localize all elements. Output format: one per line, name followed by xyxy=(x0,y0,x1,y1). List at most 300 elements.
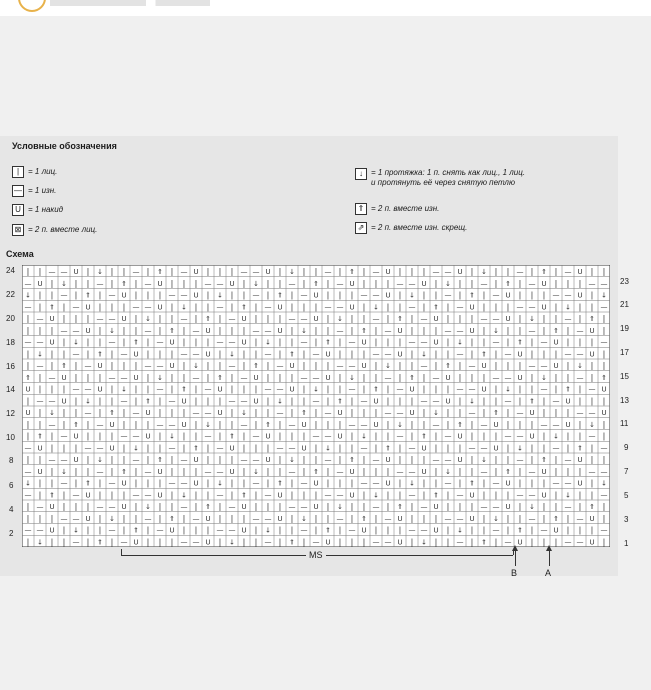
stitch-symbol: — xyxy=(60,479,68,488)
stitch-symbol: ⇑ xyxy=(97,538,103,547)
row-label: 10 xyxy=(6,433,15,442)
stitch-symbol: — xyxy=(24,444,32,453)
stitch-symbol: | xyxy=(182,325,186,335)
stitch-symbol: | xyxy=(482,302,486,312)
stitch-symbol: U xyxy=(229,279,235,288)
stitch-symbol: — xyxy=(504,397,512,406)
stitch-symbol: ↓ xyxy=(457,526,463,535)
stitch-symbol: ⇑ xyxy=(565,385,571,394)
row-label: 24 xyxy=(6,266,15,275)
stitch-symbol: | xyxy=(254,443,258,453)
stitch-symbol: — xyxy=(312,350,320,359)
stitch-symbol: | xyxy=(110,490,114,500)
stitch-symbol: | xyxy=(326,396,330,406)
stitch-symbol: — xyxy=(432,456,440,465)
stitch-symbol: — xyxy=(552,420,560,429)
stitch-symbol: | xyxy=(74,290,78,300)
stitch-symbol: — xyxy=(576,326,584,335)
stitch-symbol: | xyxy=(254,408,258,418)
stitch-symbol: ⇑ xyxy=(517,526,523,535)
stitch-symbol: | xyxy=(146,337,150,347)
stitch-symbol: | xyxy=(74,466,78,476)
stitch-symbol: | xyxy=(194,314,198,324)
stitch-symbol: | xyxy=(170,537,174,547)
stitch-symbol: U xyxy=(313,503,319,512)
stitch-symbol: | xyxy=(98,408,102,418)
stitch-symbol: U xyxy=(517,350,523,359)
stitch-symbol: U xyxy=(289,385,295,394)
stitch-symbol: | xyxy=(530,455,534,465)
stitch-symbol: U xyxy=(505,291,511,300)
stitch-symbol: ⇑ xyxy=(133,338,139,347)
stitch-symbol: | xyxy=(86,537,90,547)
stitch-symbol: U xyxy=(505,315,511,324)
stitch-symbol: | xyxy=(410,419,414,429)
stitch-symbol: | xyxy=(26,455,30,465)
stitch-symbol: | xyxy=(206,478,210,488)
stitch-symbol: ⇑ xyxy=(505,467,511,476)
stitch-symbol: U xyxy=(277,326,283,335)
stitch-symbol: — xyxy=(192,350,200,359)
stitch-symbol: | xyxy=(530,290,534,300)
stitch-symbol: — xyxy=(516,303,524,312)
stitch-symbol: — xyxy=(348,385,356,394)
stitch-symbol: | xyxy=(602,537,606,547)
stitch-symbol: | xyxy=(158,513,162,523)
stitch-symbol: | xyxy=(62,314,66,324)
stitch-symbol: | xyxy=(242,278,246,288)
stitch-symbol: ⇑ xyxy=(349,268,355,277)
stitch-symbol: U xyxy=(133,373,139,382)
stitch-symbol: ⇑ xyxy=(229,432,235,441)
stitch-symbol: | xyxy=(590,443,594,453)
stitch-symbol: | xyxy=(566,466,570,476)
stitch-symbol: — xyxy=(528,467,536,476)
stitch-symbol: — xyxy=(36,526,44,535)
stitch-symbol: | xyxy=(566,337,570,347)
stitch-symbol: — xyxy=(108,526,116,535)
stitch-symbol: | xyxy=(422,384,426,394)
stitch-symbol: ↓ xyxy=(409,479,415,488)
stitch-symbol: | xyxy=(182,278,186,288)
stitch-symbol: | xyxy=(206,361,210,371)
stitch-symbol: ⇑ xyxy=(481,350,487,359)
stitch-symbol: U xyxy=(541,303,547,312)
stitch-symbol: — xyxy=(276,385,284,394)
stitch-symbol: U xyxy=(181,420,187,429)
stitch-symbol: | xyxy=(518,502,522,512)
stitch-symbol: — xyxy=(336,491,344,500)
stitch-symbol: | xyxy=(530,349,534,359)
stitch-symbol: — xyxy=(492,479,500,488)
stitch-symbol: U xyxy=(589,514,595,523)
stitch-symbol: | xyxy=(494,278,498,288)
stitch-symbol: U xyxy=(397,350,403,359)
stitch-symbol: | xyxy=(170,408,174,418)
stitch-symbol: | xyxy=(470,372,474,382)
legend-item-p2tog-tbl xyxy=(355,222,467,234)
row-label: 2 xyxy=(9,529,14,538)
marker-a-line xyxy=(549,550,550,566)
stitch-symbol: | xyxy=(230,290,234,300)
stitch-symbol: | xyxy=(86,455,90,465)
stitch-symbol: | xyxy=(302,267,306,277)
stitch-symbol: ↓ xyxy=(289,456,295,465)
knitting-chart-grid xyxy=(22,265,610,547)
stitch-symbol: U xyxy=(397,514,403,523)
row-label: 3 xyxy=(624,515,629,524)
stitch-symbol: | xyxy=(218,537,222,547)
stitch-symbol: | xyxy=(410,537,414,547)
stitch-symbol: | xyxy=(278,455,282,465)
stitch-symbol: | xyxy=(494,455,498,465)
stitch-symbol: | xyxy=(434,384,438,394)
stitch-symbol: ⇑ xyxy=(517,338,523,347)
stitch-symbol: — xyxy=(396,385,404,394)
stitch-symbol: | xyxy=(542,502,546,512)
stitch-symbol: | xyxy=(170,455,174,465)
stitch-symbol: ↓ xyxy=(109,326,115,335)
stitch-symbol: | xyxy=(494,384,498,394)
stitch-symbol: | xyxy=(398,525,402,535)
stitch-symbol: U xyxy=(385,268,391,277)
stitch-symbol: — xyxy=(156,420,164,429)
stitch-symbol: | xyxy=(518,419,522,429)
stitch-symbol: ⇑ xyxy=(385,444,391,453)
stitch-symbol: | xyxy=(122,513,126,523)
stitch-symbol: | xyxy=(566,443,570,453)
stitch-symbol: | xyxy=(38,408,42,418)
stitch-symbol: | xyxy=(434,478,438,488)
stitch-symbol: | xyxy=(470,537,474,547)
stitch-symbol: — xyxy=(324,409,332,418)
stitch-symbol: | xyxy=(98,290,102,300)
stitch-symbol: | xyxy=(134,361,138,371)
stitch-symbol: | xyxy=(314,455,318,465)
stitch-symbol: | xyxy=(38,290,42,300)
legend-text: = 2 п. вместе изн. xyxy=(371,204,440,213)
stitch-symbol: | xyxy=(530,267,534,277)
stitch-symbol: | xyxy=(170,384,174,394)
marker-b-line xyxy=(515,550,516,566)
stitch-symbol: U xyxy=(457,432,463,441)
stitch-symbol: U xyxy=(265,456,271,465)
stitch-symbol: | xyxy=(302,455,306,465)
stitch-symbol: | xyxy=(218,502,222,512)
row-label: 6 xyxy=(9,481,14,490)
stitch-symbol: ⇑ xyxy=(409,373,415,382)
stitch-symbol: — xyxy=(372,350,380,359)
stitch-symbol: | xyxy=(326,314,330,324)
stitch-symbol: | xyxy=(386,525,390,535)
stitch-symbol: | xyxy=(110,349,114,359)
stitch-symbol: U xyxy=(433,315,439,324)
stitch-symbol: | xyxy=(518,361,522,371)
stitch-symbol: U xyxy=(301,444,307,453)
row-label: 13 xyxy=(620,396,629,405)
stitch-symbol: | xyxy=(278,466,282,476)
stitch-symbol: | xyxy=(194,396,198,406)
stitch-symbol: | xyxy=(338,478,342,488)
stitch-symbol: | xyxy=(122,443,126,453)
stitch-symbol: — xyxy=(564,350,572,359)
stitch-symbol: | xyxy=(266,408,270,418)
stitch-symbol: | xyxy=(338,337,342,347)
stitch-symbol: U xyxy=(577,456,583,465)
stitch-symbol: | xyxy=(506,419,510,429)
stitch-symbol: | xyxy=(218,361,222,371)
stitch-symbol: U xyxy=(325,373,331,382)
stitch-symbol: U xyxy=(541,491,547,500)
stitch-symbol: | xyxy=(74,278,78,288)
stitch-symbol: | xyxy=(62,490,66,500)
stitch-symbol: | xyxy=(26,513,30,523)
stitch-symbol: | xyxy=(386,502,390,512)
stitch-symbol: ↓ xyxy=(445,279,451,288)
stitch-symbol: ↓ xyxy=(73,526,79,535)
stitch-symbol: ↓ xyxy=(493,514,499,523)
stitch-symbol: | xyxy=(578,490,582,500)
stitch-symbol: | xyxy=(62,408,66,418)
stitch-symbol: | xyxy=(494,361,498,371)
stitch-symbol: | xyxy=(470,455,474,465)
stitch-symbol: — xyxy=(84,409,92,418)
stitch-symbol: | xyxy=(326,290,330,300)
stitch-symbol: U xyxy=(157,467,163,476)
stitch-symbol: | xyxy=(434,537,438,547)
stitch-symbol: | xyxy=(566,361,570,371)
stitch-symbol: | xyxy=(386,490,390,500)
stitch-symbol: U xyxy=(49,338,55,347)
stitch-symbol: U xyxy=(313,291,319,300)
stitch-symbol: ⇑ xyxy=(433,491,439,500)
stitch-symbol: — xyxy=(264,538,272,547)
stitch-symbol: — xyxy=(432,268,440,277)
stitch-symbol: — xyxy=(300,315,308,324)
stitch-symbol: | xyxy=(338,525,342,535)
stitch-symbol: — xyxy=(144,467,152,476)
stitch-symbol: | xyxy=(302,537,306,547)
stitch-symbol: | xyxy=(278,419,282,429)
stitch-symbol: | xyxy=(146,455,150,465)
stitch-symbol: | xyxy=(602,419,606,429)
stitch-symbol: | xyxy=(566,372,570,382)
stitch-symbol: | xyxy=(110,466,114,476)
stitch-symbol: ↓ xyxy=(289,268,295,277)
stitch-symbol: ⇑ xyxy=(349,456,355,465)
stitch-symbol: — xyxy=(540,526,548,535)
stitch-symbol: | xyxy=(314,408,318,418)
schema-title: Схема xyxy=(6,249,34,259)
stitch-symbol: — xyxy=(420,397,428,406)
stitch-symbol: — xyxy=(228,362,236,371)
stitch-symbol: U xyxy=(421,467,427,476)
stitch-symbol: | xyxy=(98,490,102,500)
stitch-symbol: — xyxy=(444,291,452,300)
stitch-symbol: — xyxy=(564,315,572,324)
stitch-symbol: | xyxy=(146,537,150,547)
stitch-symbol: U xyxy=(457,456,463,465)
stitch-symbol: | xyxy=(362,267,366,277)
stitch-symbol: ↓ xyxy=(133,444,139,453)
stitch-symbol: | xyxy=(374,372,378,382)
stitch-symbol: | xyxy=(86,267,90,277)
purl-symbol-icon: — xyxy=(14,186,22,195)
ssk-symbol-icon: ↓ xyxy=(355,168,367,180)
stitch-symbol: U xyxy=(145,409,151,418)
stitch-symbol: | xyxy=(242,290,246,300)
stitch-symbol: — xyxy=(300,526,308,535)
stitch-symbol: ↓ xyxy=(37,538,43,547)
row-label: 7 xyxy=(624,467,629,476)
stitch-symbol: ⇑ xyxy=(313,279,319,288)
stitch-symbol: | xyxy=(530,525,534,535)
stitch-symbol: | xyxy=(446,502,450,512)
stitch-symbol: | xyxy=(506,361,510,371)
stitch-symbol: — xyxy=(408,279,416,288)
stitch-symbol: ⇑ xyxy=(241,491,247,500)
stitch-symbol: | xyxy=(374,431,378,441)
stitch-symbol: | xyxy=(410,431,414,441)
stitch-symbol: | xyxy=(566,513,570,523)
stitch-symbol: — xyxy=(156,526,164,535)
stitch-symbol: — xyxy=(600,491,608,500)
stitch-symbol: — xyxy=(204,432,212,441)
stitch-symbol: | xyxy=(50,325,54,335)
stitch-symbol: ↓ xyxy=(553,432,559,441)
stitch-symbol: — xyxy=(252,514,260,523)
stitch-symbol: | xyxy=(254,337,258,347)
legend-text: = 2 п. вместе лиц. xyxy=(28,225,98,234)
stitch-symbol: ⇑ xyxy=(169,514,175,523)
stitch-symbol: | xyxy=(470,419,474,429)
stitch-symbol: | xyxy=(290,525,294,535)
stitch-symbol: | xyxy=(290,372,294,382)
stitch-symbol: | xyxy=(434,278,438,288)
stitch-symbol: | xyxy=(374,361,378,371)
stitch-symbol: ↓ xyxy=(85,397,91,406)
stitch-symbol: U xyxy=(373,420,379,429)
stitch-symbol: U xyxy=(385,479,391,488)
stitch-symbol: U xyxy=(421,279,427,288)
stitch-symbol: | xyxy=(122,455,126,465)
stitch-symbol: — xyxy=(252,291,260,300)
stitch-symbol: — xyxy=(96,420,104,429)
stitch-symbol: — xyxy=(48,397,56,406)
legend-text: = 2 п. вместе изн. скрещ. xyxy=(371,223,468,232)
stitch-symbol: U xyxy=(121,291,127,300)
stitch-symbol: U xyxy=(349,491,355,500)
stitch-symbol: | xyxy=(182,466,186,476)
stitch-symbol: | xyxy=(518,290,522,300)
stitch-symbol: — xyxy=(480,420,488,429)
stitch-symbol: | xyxy=(542,290,546,300)
stitch-symbol: — xyxy=(444,432,452,441)
stitch-symbol: | xyxy=(326,325,330,335)
stitch-symbol: U xyxy=(37,444,43,453)
stitch-symbol: | xyxy=(278,278,282,288)
stitch-symbol: — xyxy=(396,409,404,418)
stitch-symbol: | xyxy=(86,525,90,535)
stitch-symbol: ↓ xyxy=(229,538,235,547)
stitch-symbol: | xyxy=(26,314,30,324)
stitch-symbol: ⇑ xyxy=(541,456,547,465)
stitch-symbol: ↓ xyxy=(337,315,343,324)
stitch-symbol: — xyxy=(36,503,44,512)
stitch-symbol: | xyxy=(110,302,114,312)
stitch-symbol: | xyxy=(194,490,198,500)
stitch-symbol: | xyxy=(362,490,366,500)
stitch-symbol: | xyxy=(110,384,114,394)
stitch-symbol: — xyxy=(180,479,188,488)
stitch-symbol: ↓ xyxy=(409,291,415,300)
stitch-symbol: U xyxy=(361,362,367,371)
stitch-symbol: U xyxy=(229,467,235,476)
stitch-symbol: — xyxy=(516,491,524,500)
stitch-symbol: | xyxy=(278,502,282,512)
stitch-symbol: U xyxy=(553,338,559,347)
stitch-symbol: U xyxy=(133,350,139,359)
stitch-symbol: | xyxy=(374,443,378,453)
stitch-symbol: ⇑ xyxy=(121,279,127,288)
stitch-symbol: U xyxy=(289,362,295,371)
stitch-symbol: | xyxy=(38,490,42,500)
stitch-symbol: | xyxy=(206,490,210,500)
stitch-symbol: — xyxy=(420,526,428,535)
stitch-symbol: | xyxy=(242,466,246,476)
stitch-symbol: — xyxy=(372,479,380,488)
stitch-symbol: | xyxy=(38,372,42,382)
stitch-symbol: ⇑ xyxy=(493,409,499,418)
stitch-symbol: U xyxy=(157,279,163,288)
stitch-symbol: | xyxy=(506,408,510,418)
stitch-symbol: U xyxy=(337,409,343,418)
stitch-symbol: — xyxy=(492,338,500,347)
stitch-symbol: ↓ xyxy=(565,491,571,500)
stitch-symbol: ⇑ xyxy=(445,362,451,371)
stitch-symbol: | xyxy=(494,267,498,277)
stitch-symbol: ↓ xyxy=(565,303,571,312)
stitch-symbol: — xyxy=(336,362,344,371)
stitch-symbol: — xyxy=(168,397,176,406)
stitch-symbol: — xyxy=(444,514,452,523)
stitch-symbol: | xyxy=(194,431,198,441)
stitch-symbol: | xyxy=(134,466,138,476)
stitch-symbol: — xyxy=(96,467,104,476)
stitch-symbol: — xyxy=(144,362,152,371)
stitch-symbol: | xyxy=(170,278,174,288)
stitch-symbol: | xyxy=(278,525,282,535)
stitch-symbol: | xyxy=(230,419,234,429)
stitch-symbol: | xyxy=(182,408,186,418)
stitch-symbol: | xyxy=(566,325,570,335)
stitch-symbol: | xyxy=(350,502,354,512)
stitch-symbol: — xyxy=(132,268,140,277)
stitch-symbol: U xyxy=(121,479,127,488)
stitch-symbol: | xyxy=(26,431,30,441)
stitch-symbol: — xyxy=(480,315,488,324)
stitch-symbol: | xyxy=(218,396,222,406)
stitch-symbol: ⇑ xyxy=(205,503,211,512)
stitch-symbol: — xyxy=(192,326,200,335)
stitch-symbol: ⇑ xyxy=(25,373,31,382)
stitch-symbol: — xyxy=(576,409,584,418)
stitch-symbol: | xyxy=(434,513,438,523)
stitch-symbol: | xyxy=(182,361,186,371)
stitch-symbol: | xyxy=(254,502,258,512)
stitch-symbol: | xyxy=(62,443,66,453)
stitch-symbol: — xyxy=(444,268,452,277)
